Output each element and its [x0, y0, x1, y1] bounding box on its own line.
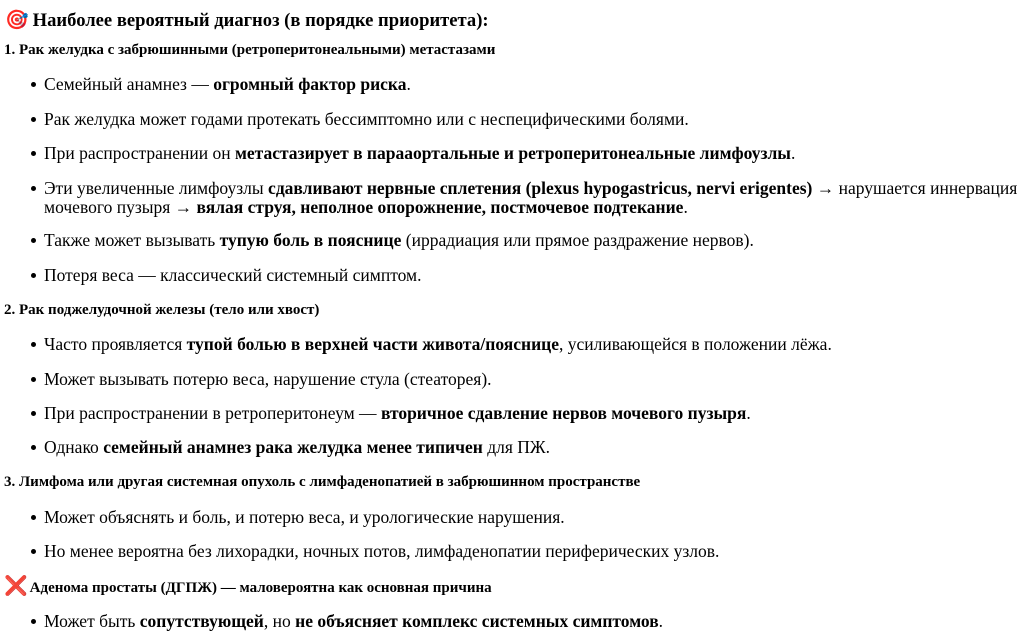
section-2-title: 2. Рак поджелудочной железы (тело или хвост)	[4, 302, 320, 318]
list-item: Семейный анамнез — огромный фактор риска.	[44, 75, 1019, 94]
list-item: Рак желудка может годами протекать бессимптомно или с неспецифическими болями.	[44, 110, 1019, 129]
list-item: Может вызывать потерю веса, нарушение стула (стеаторея).	[44, 370, 1019, 389]
section-4-title	[4, 576, 492, 598]
main-heading	[5, 8, 489, 33]
list-item: Может быть сопутствующей, но не объясняет комплекс системных симптомов.	[44, 612, 1019, 631]
list-item: Часто проявляется тупой болью в верхней части живота/пояснице, усиливающейся в положении лёжа.	[44, 335, 1019, 354]
cross-mark-icon: ❌	[4, 575, 28, 597]
list-item: Однако семейный анамнез рака желудка менее типичен для ПЖ.	[44, 438, 1019, 457]
section-4-title-text: Аденома простаты (ДГПЖ) — маловероятна как основная причина	[29, 580, 492, 596]
list-item: Потеря веса — классический системный симптом.	[44, 266, 1019, 285]
section-1-title: 1. Рак желудка с забрюшинными (ретроперитонеальными) метастазами	[4, 42, 496, 58]
list-item: Может объяснять и боль, и потерю веса, и урологические нарушения.	[44, 508, 1019, 527]
list-item: Также может вызывать тупую боль в пояснице (иррадиация или прямое раздражение нервов).	[44, 231, 1019, 250]
list-item: При распространении он метастазирует в парааортальные и ретроперитонеальные лимфоузлы.	[44, 144, 1019, 163]
target-icon: 🎯	[5, 9, 29, 31]
section-3-title: 3. Лимфома или другая системная опухоль с лимфаденопатией в забрюшинном пространстве	[4, 474, 641, 490]
list-item: При распространении в ретроперитонеум — вторичное сдавление нервов мочевого пузыря.	[44, 404, 1019, 423]
list-item: Но менее вероятна без лихорадки, ночных потов, лимфаденопатии периферических узлов.	[44, 542, 1019, 561]
list-item: Эти увеличенные лимфоузлы сдавливают нервные сплетения (plexus hypogastricus, nervi erigentes) → нарушается иннервация мочевого пузыря → вялая струя, неполное опорожнение, постмочевое подтекание.	[44, 178, 1018, 217]
main-heading-text: Наиболее вероятный диагноз (в порядке приоритета):	[32, 10, 489, 31]
